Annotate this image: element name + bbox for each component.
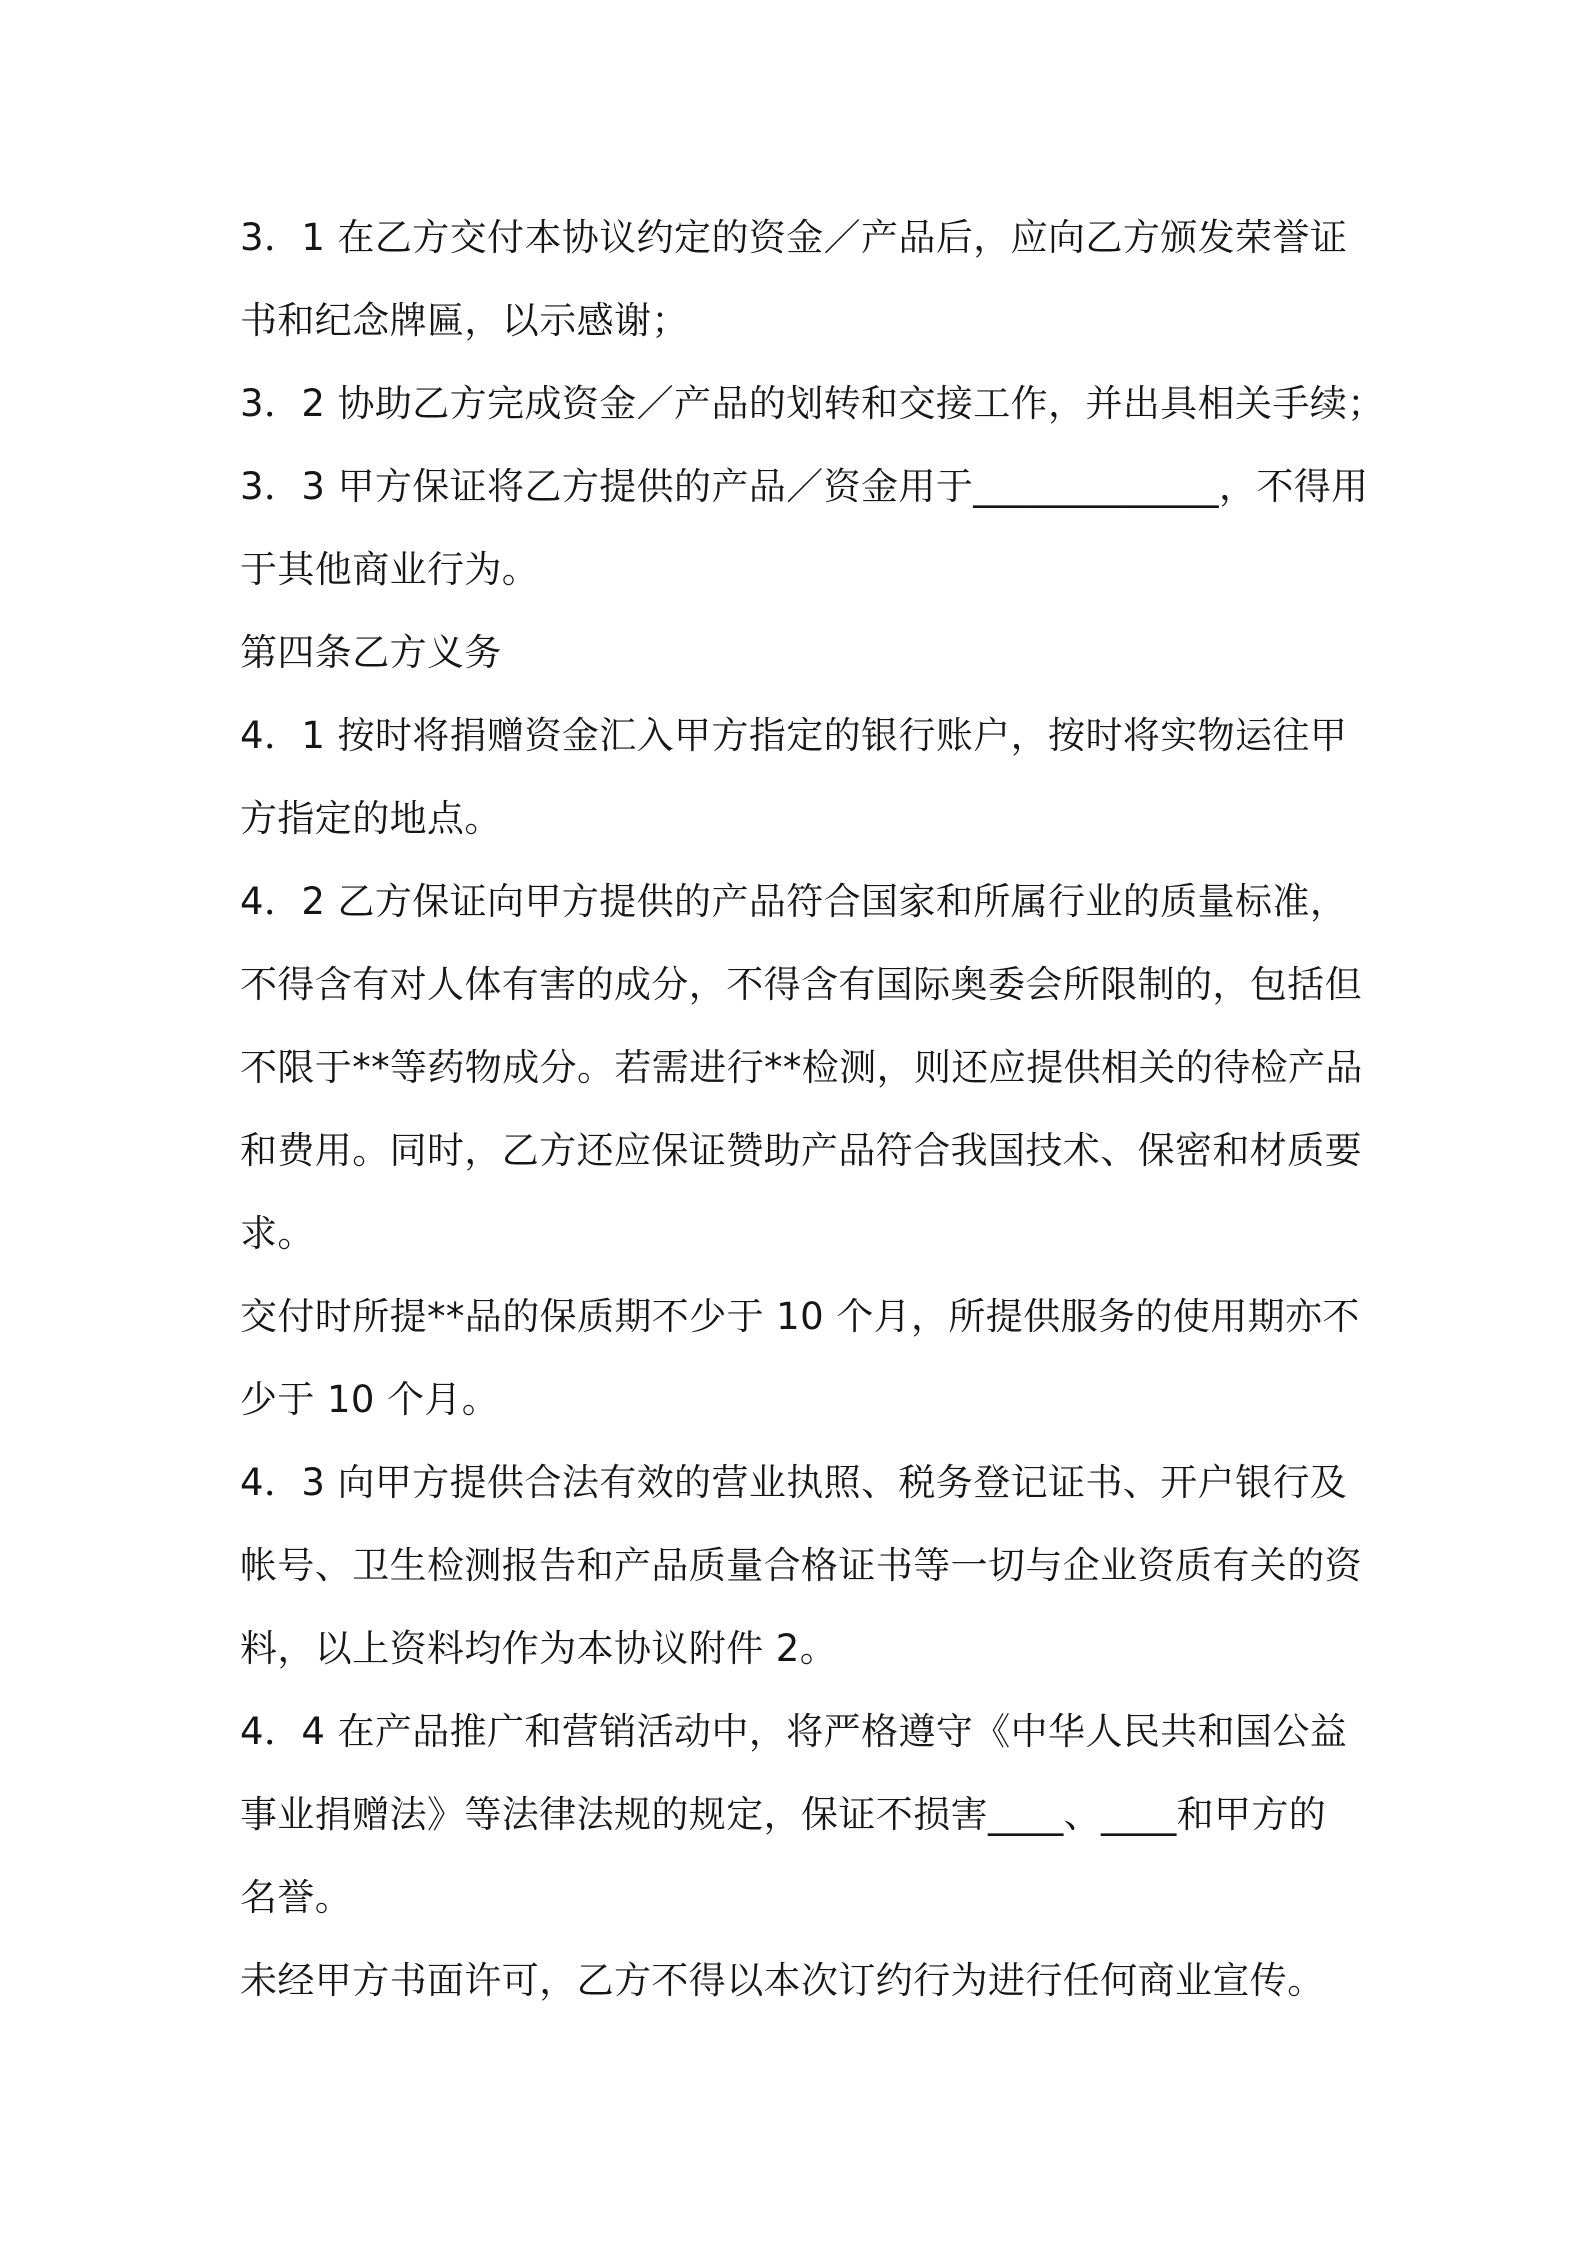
clause-4-1-line-1: 4．1 按时将捐赠资金汇入甲方指定的银行账户，按时将实物运往甲 <box>240 714 1348 757</box>
clause-4-3-line-3: 料，以上资料均作为本协议附件 2。 <box>240 1627 838 1670</box>
shelf-life-line-1: 交付时所提**品的保质期不少于 10 个月，所提供服务的使用期亦不 <box>240 1295 1360 1338</box>
publicity-restriction: 未经甲方书面许可，乙方不得以本次订约行为进行任何商业宣传。 <box>240 1959 1325 2002</box>
clause-4-3-line-2: 帐号、卫生检测报告和产品质量合格证书等一切与企业资质有关的资 <box>240 1544 1362 1587</box>
clause-3-1-line-2: 书和纪念牌匾，以示感谢； <box>240 299 689 342</box>
clause-4-4-line-3: 名誉。 <box>240 1876 353 1919</box>
clause-4-2-line-3: 不限于**等药物成分。若需进行**检测，则还应提供相关的待检产品 <box>240 1046 1363 1089</box>
clause-3-1-line-1: 3．1 在乙方交付本协议约定的资金／产品后，应向乙方颁发荣誉证 <box>240 216 1348 259</box>
shelf-life-line-2: 少于 10 个月。 <box>240 1378 500 1421</box>
clause-3-3-line-2: 于其他商业行为。 <box>240 548 540 591</box>
clause-4-4-line-2: 事业捐赠法》等法律法规的规定，保证不损害____、____和甲方的 <box>240 1793 1327 1836</box>
clause-4-3-line-1: 4．3 向甲方提供合法有效的营业执照、税务登记证书、开户银行及 <box>240 1461 1348 1504</box>
clause-4-2-line-2: 不得含有对人体有害的成分，不得含有国际奥委会所限制的，包括但 <box>240 963 1362 1006</box>
clause-4-4-line-1: 4．4 在产品推广和营销活动中，将严格遵守《中华人民共和国公益 <box>240 1710 1348 1753</box>
clause-4-2-line-5: 求。 <box>240 1212 315 1255</box>
contract-body <box>240 196 1385 2022</box>
clause-4-1-line-2: 方指定的地点。 <box>240 797 502 840</box>
article-4-heading: 第四条乙方义务 <box>240 631 502 674</box>
clause-4-2-line-1: 4．2 乙方保证向甲方提供的产品符合国家和所属行业的质量标准， <box>240 880 1348 923</box>
clause-3-2: 3．2 协助乙方完成资金／产品的划转和交接工作，并出具相关手续； <box>240 382 1385 425</box>
clause-4-2-line-4: 和费用。同时，乙方还应保证赞助产品符合我国技术、保密和材质要 <box>240 1129 1362 1172</box>
clause-3-3-line-1: 3．3 甲方保证将乙方提供的产品／资金用于_____________，不得用 <box>240 465 1369 508</box>
